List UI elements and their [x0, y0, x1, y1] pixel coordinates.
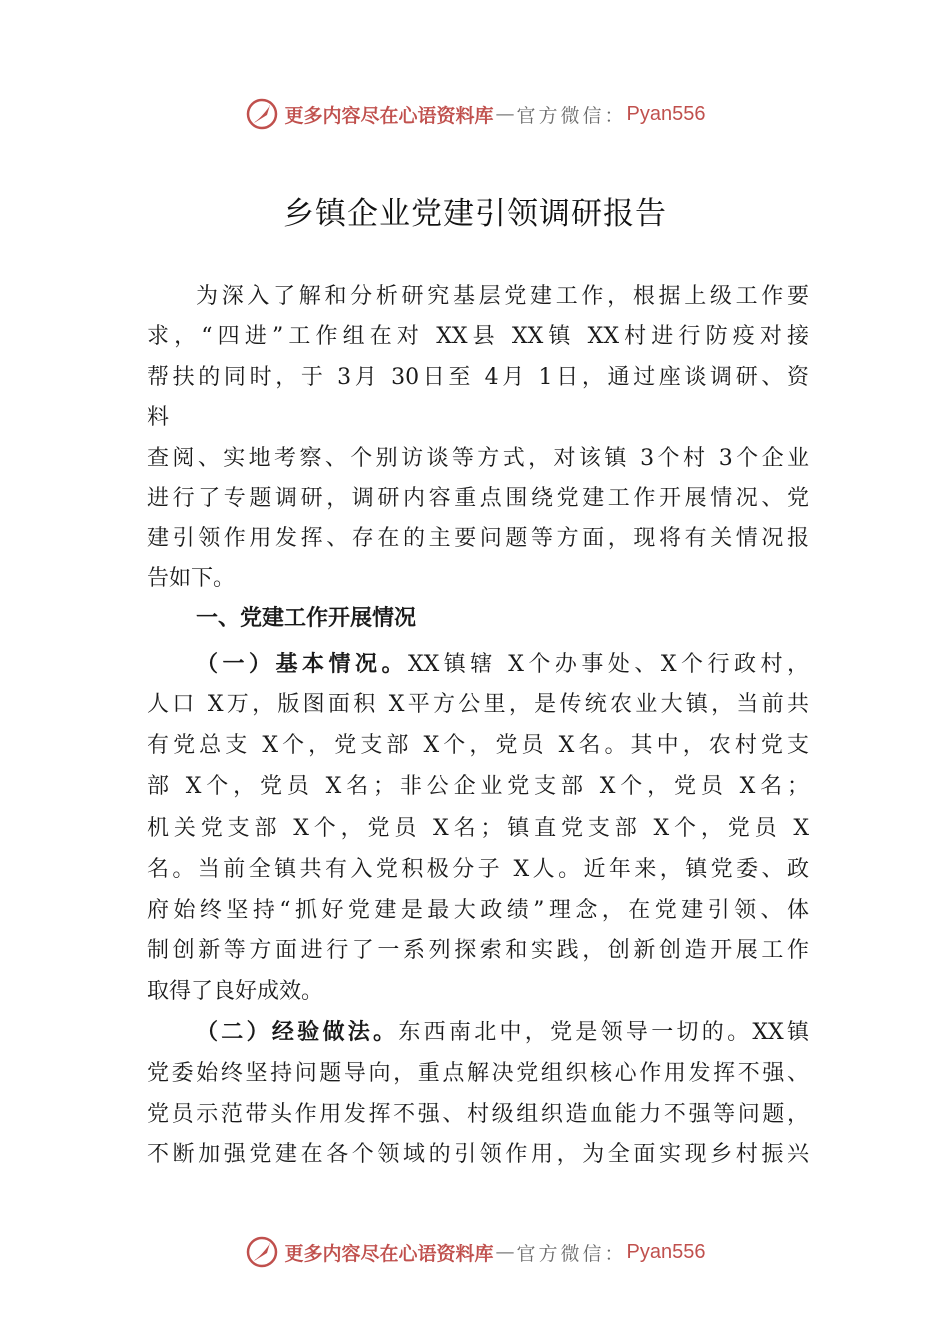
- paragraph-line: 名。当前全镇共有入党积极分子 X人。近年来，镇党委、政: [147, 857, 809, 882]
- wechat-id: Pyan556: [626, 1240, 706, 1263]
- paragraph-line: [196, 649, 809, 679]
- wechat-id: Pyan556: [626, 102, 706, 125]
- paragraph-line: 为深入了解和分析研究基层党建工作，根据上级工作要: [196, 284, 809, 309]
- paragraph-line: 党员示范带头作用发挥不强、村级组织造血能力不强等问题，: [147, 1102, 809, 1127]
- footer-banner: [0, 1232, 950, 1272]
- paragraph-line: 求，“四进”工作组在对 XX县 XX镇 XX村进行防疫对接: [147, 324, 809, 349]
- quill-logo-icon: [245, 97, 279, 131]
- banner-dash: —: [495, 103, 515, 125]
- paragraph-line: 制创新等方面进行了一系列探索和实践，创新创造开展工作: [147, 938, 809, 963]
- paragraph-line: 建引领作用发挥、存在的主要问题等方面，现将有关情况报: [147, 526, 809, 551]
- brand-text: 更多内容尽在心语资料库: [284, 1242, 494, 1265]
- paragraph-line: 机关党支部 X个，党员 X名；镇直党支部 X个，党员 X: [147, 816, 809, 841]
- paragraph-text: 东西南北中，党是领导一切的。XX镇: [398, 1020, 809, 1045]
- paragraph-text: XX镇辖 X个办事处、X个行政村，: [407, 652, 809, 677]
- wechat-label: 官方微信：: [516, 104, 627, 127]
- paragraph-line: 人口 X万，版图面积 X平方公里，是传统农业大镇，当前共: [147, 692, 809, 717]
- brand-text: 更多内容尽在心语资料库: [284, 104, 494, 127]
- subheading-basic: （一）基本情况。: [196, 651, 408, 677]
- subheading-experience: （二）经验做法。: [196, 1019, 399, 1045]
- header-banner: [0, 94, 950, 134]
- paragraph-line: 取得了良好成效。: [147, 979, 324, 1004]
- paragraph-line: 部 X个，党员 X名；非公企业党支部 X个，党员 X名；: [147, 774, 809, 799]
- section-heading: 一、党建工作开展情况: [196, 606, 417, 631]
- paragraph-line: 帮扶的同时，于 3月 30日至 4月 1日，通过座谈调研、资: [147, 365, 809, 390]
- paragraph-line: 进行了专题调研，调研内容重点围绕党建工作开展情况、党: [147, 486, 809, 511]
- banner-dash: —: [495, 1241, 515, 1263]
- paragraph-line: 不断加强党建在各个领域的引领作用，为全面实现乡村振兴: [147, 1142, 809, 1167]
- paragraph-line: 府始终坚持“抓好党建是最大政绩”理念，在党建引领、体: [147, 898, 809, 923]
- wechat-label: 官方微信：: [516, 1242, 627, 1265]
- paragraph-line: 有党总支 X个，党支部 X个，党员 X名。其中，农村党支: [147, 733, 809, 758]
- paragraph-line: 党委始终坚持问题导向，重点解决党组织核心作用发挥不强、: [147, 1061, 809, 1086]
- paragraph-line: 查阅、实地考察、个别访谈等方式，对该镇 3个村 3个企业: [147, 446, 809, 471]
- paragraph-line: 告如下。: [147, 566, 236, 591]
- document-title: 乡镇企业党建引领调研报告: [283, 196, 667, 232]
- paragraph-line: 料: [147, 405, 170, 430]
- paragraph-line: [196, 1017, 809, 1047]
- quill-logo-icon: [245, 1235, 279, 1269]
